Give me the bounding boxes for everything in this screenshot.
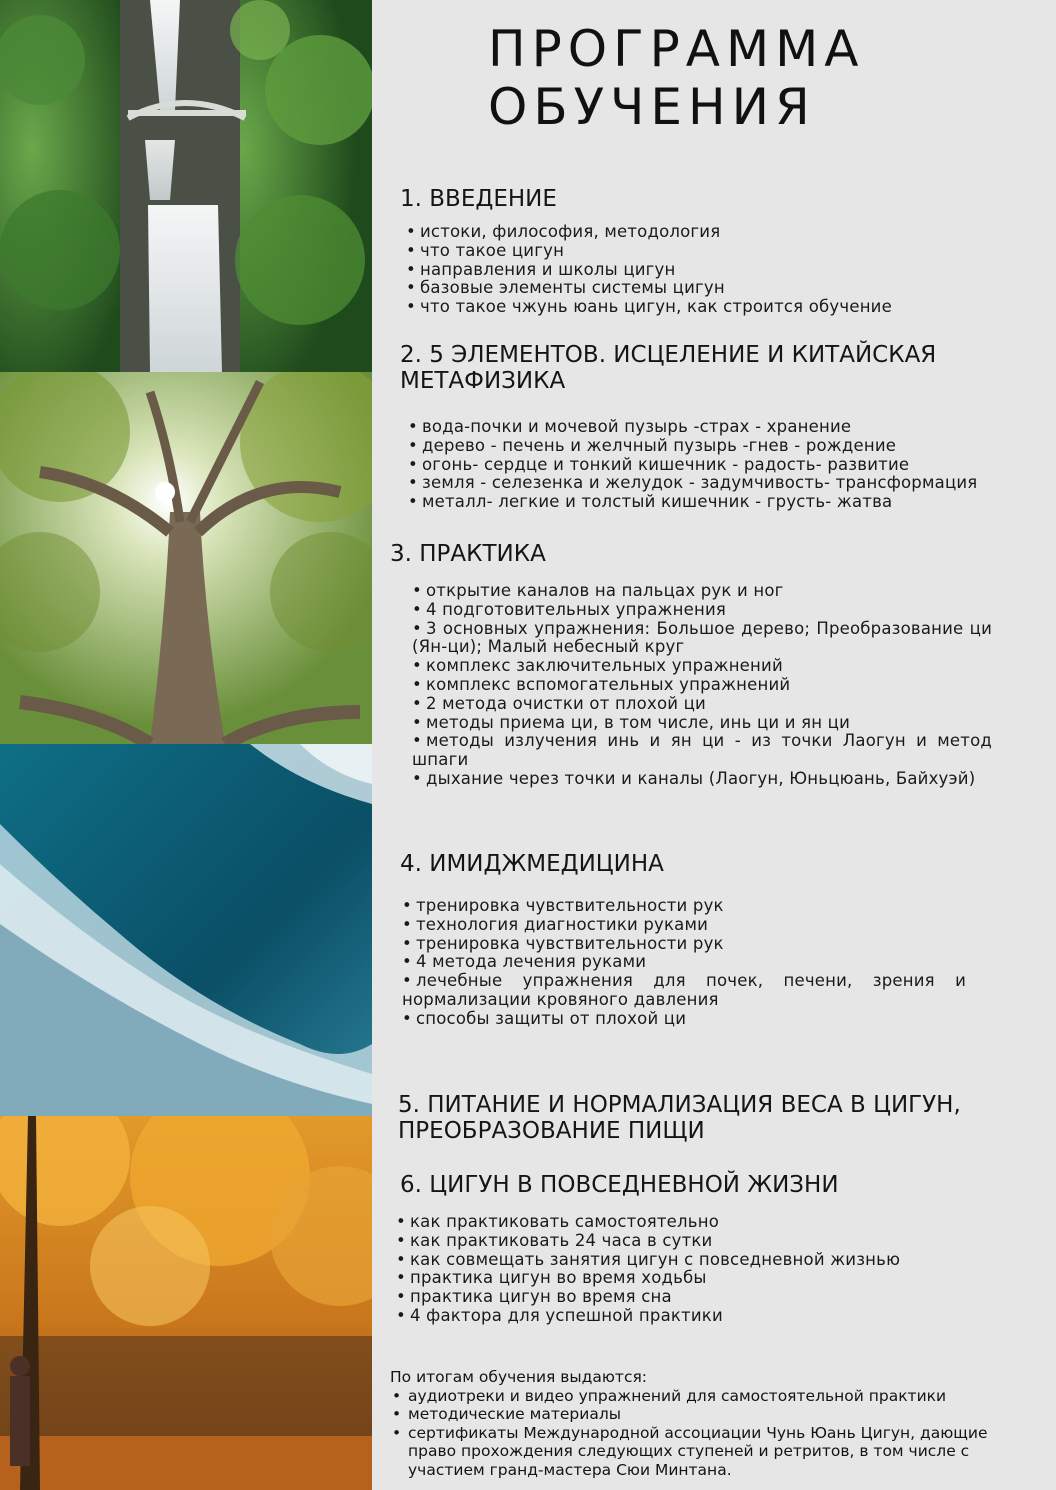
photo-strip [0,0,372,1490]
list-item: • способы защиты от плохой ци [402,1010,966,1029]
list-item: • что такое цигун [406,242,892,261]
section-3-list [412,582,992,789]
ocean-wave-photo [0,744,372,1116]
section-2-list [408,418,977,512]
list-item: • 2 метода очистки от плохой ци [412,695,992,714]
autumn-forest-photo [0,1116,372,1490]
list-item: • методы приема ци, в том числе, инь ци и ян ци [412,714,992,733]
list-item: • сертификаты Международной ассоциации Чунь Юань Цигун, дающие право прохождения следующих ступеней и ретритов, в том числе с участием гранд-мастера Сюи Минтана. [390,1424,1020,1480]
list-item: • базовые элементы системы цигун [406,279,892,298]
tree-photo [0,372,372,744]
section-1-list [406,223,892,317]
list-item: • направления и школы цигун [406,261,892,280]
list-item: • практика цигун во время ходьбы [396,1269,900,1288]
page-title [488,20,864,136]
section-6-list [396,1213,900,1326]
section-5-heading: 5. ПИТАНИЕ И НОРМАЛИЗАЦИЯ ВЕСА В ЦИГУН, ПРЕОБРАЗОВАНИЕ ПИЩИ [398,1092,961,1144]
list-item: • как практиковать самостоятельно [396,1213,900,1232]
program-content [372,0,1056,1490]
list-item: • как практиковать 24 часа в сутки [396,1232,900,1251]
section-4-list [402,897,966,1029]
list-item: • 4 подготовительных упражнения [412,601,992,620]
completion-note [390,1368,1020,1479]
list-item: • огонь- сердце и тонкий кишечник - радость- развитие [408,456,977,475]
title-line-2: ОБУЧЕНИЯ [488,78,816,136]
list-item: • вода-почки и мочевой пузырь -страх - хранение [408,418,977,437]
title-line-1: ПРОГРАММА [488,20,865,78]
list-item: • методические материалы [390,1405,1020,1424]
list-item: • что такое чжунь юань цигун, как строится обучение [406,298,892,317]
section-3-heading: 3. ПРАКТИКА [390,541,546,567]
section-2-heading: 2. 5 ЭЛЕМЕНТОВ. ИСЦЕЛЕНИЕ И КИТАЙСКАЯ МЕТАФИЗИКА [400,342,937,394]
list-item: • комплекс вспомогательных упражнений [412,676,992,695]
list-item: • 4 фактора для успешной практики [396,1307,900,1326]
completion-intro: По итогам обучения выдаются: [390,1368,648,1386]
list-item: • истоки, философия, методология [406,223,892,242]
list-item: • технология диагностики руками [402,916,966,935]
section-6-heading: 6. ЦИГУН В ПОВСЕДНЕВНОЙ ЖИЗНИ [400,1172,839,1198]
completion-list [390,1387,1020,1480]
list-item: • комплекс заключительных упражнений [412,657,992,676]
list-item: • открытие каналов на пальцах рук и ног [412,582,992,601]
list-item: • 3 основных упражнения: Большое дерево; Преобразование ци (Ян-ци); Малый небесный круг [412,620,992,658]
waterfall-photo [0,0,372,372]
list-item: • тренировка чувствительности рук [402,935,966,954]
list-item: • 4 метода лечения руками [402,953,966,972]
list-item: • металл- легкие и толстый кишечник - грусть- жатва [408,493,977,512]
list-item: • дыхание через точки и каналы (Лаогун, Юньцюань, Байхуэй) [412,770,992,789]
list-item: • лечебные упражнения для почек, печени, зрения и нормализации кровяного давления [402,972,966,1010]
list-item: • земля - селезенка и желудок - задумчивость- трансформация [408,474,977,493]
list-item: • аудиотреки и видео упражнений для самостоятельной практики [390,1387,1020,1406]
list-item: • как совмещать занятия цигун с повседневной жизнью [396,1251,900,1270]
list-item: • тренировка чувствительности рук [402,897,966,916]
list-item: • практика цигун во время сна [396,1288,900,1307]
section-1-heading: 1. ВВЕДЕНИЕ [400,186,557,212]
section-4-heading: 4. ИМИДЖМЕДИЦИНА [400,851,664,877]
list-item: • дерево - печень и желчный пузырь -гнев - рождение [408,437,977,456]
list-item: • методы излучения инь и ян ци - из точки Лаогун и метод шпаги [412,732,992,770]
